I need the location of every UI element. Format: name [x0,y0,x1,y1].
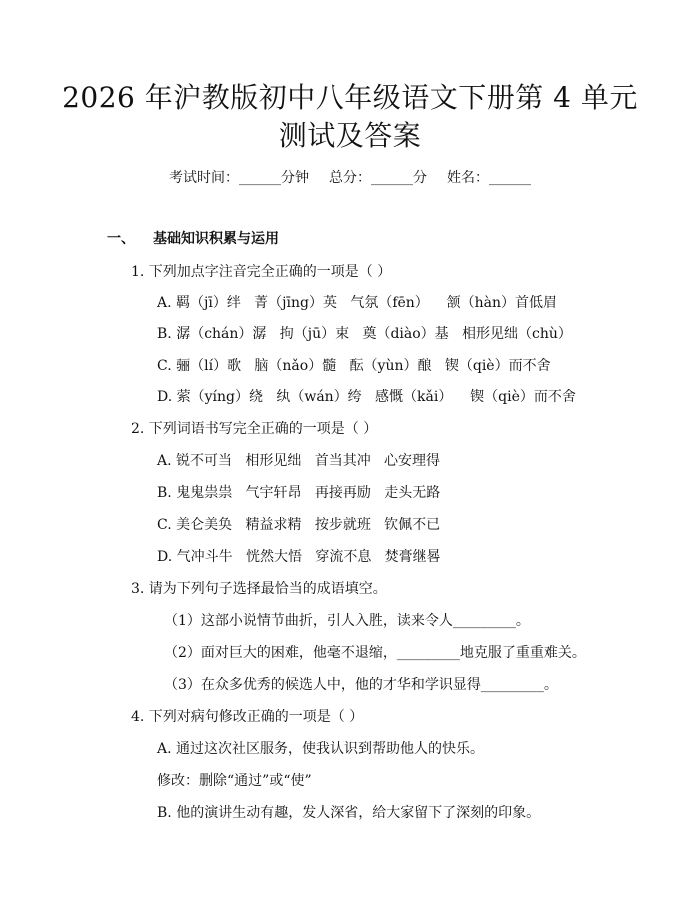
question-2-stem: 2. 下列词语书写完全正确的一项是（ ） [131,421,378,437]
question-3-stem: 3. 请为下列句子选择最恰当的成语填空。 [131,581,387,597]
question-1-option-c: C. 骊（lí）歌 脑（nǎo）髓 酝（yùn）酿 锲（qiè）而不舍 [157,358,551,374]
question-4-option-b: B. 他的演讲生动有趣，发人深省，给大家留下了深刻的印象。 [157,805,541,821]
question-1-option-b: B. 潺（chán）潺 拘（jū）束 奠（diào）基 相形见绌（chù） [157,326,572,342]
question-1-option-a: A. 羁（jī）绊 菁（jīng）英 气氛（fēn） 颔（hàn）首低眉 [157,295,557,311]
question-3-item-2: （2）面对巨大的困难，他毫不退缩，_________地克服了重重难关。 [164,645,586,661]
question-1-stem: 1. 下列加点字注音完全正确的一项是（ ） [131,264,392,280]
section-heading [107,229,279,249]
question-2-option-a: A. 锐不可当 相形见绌 首当其冲 心安理得 [157,453,441,469]
section-title: 基础知识积累与运用 [153,231,279,247]
question-4-stem: 4. 下列对病句修改正确的一项是（ ） [131,709,364,725]
question-2-option-b: B. 鬼鬼祟祟 气宇轩昂 再接再励 走头无路 [157,485,441,501]
exam-meta [0,168,700,188]
question-2-option-d: D. 气冲斗牛 恍然大悟 穿流不息 焚膏继晷 [157,549,441,565]
exam-time: 考试时间：______分钟 [169,170,309,186]
exam-total-score: 总分：______分 [329,170,427,186]
question-4-option-a: A. 通过这次社区服务，使我认识到帮助他人的快乐。 [157,741,485,757]
question-4-option-a-revision: 修改：删除“通过”或“使” [157,773,312,789]
question-3-item-1: （1）这部小说情节曲折，引人入胜，读来令人_________。 [164,613,530,629]
document-title-line-2: 测试及答案 [278,119,422,152]
section-number: 一、 [107,231,135,247]
document-title-line-1: 2026 年沪教版初中八年级语文下册第 4 单元 [62,81,638,114]
question-3-item-3: （3）在众多优秀的候选人中，他的才华和学识显得_________。 [164,677,558,693]
exam-name-field: 姓名：______ [447,170,531,186]
question-2-option-c: C. 美仑美奂 精益求精 按步就班 钦佩不已 [157,517,441,533]
question-1-option-d: D. 萦（yíng）绕 纨（wán）绔 感慨（kǎi） 锲（qiè）而不舍 [157,389,576,405]
